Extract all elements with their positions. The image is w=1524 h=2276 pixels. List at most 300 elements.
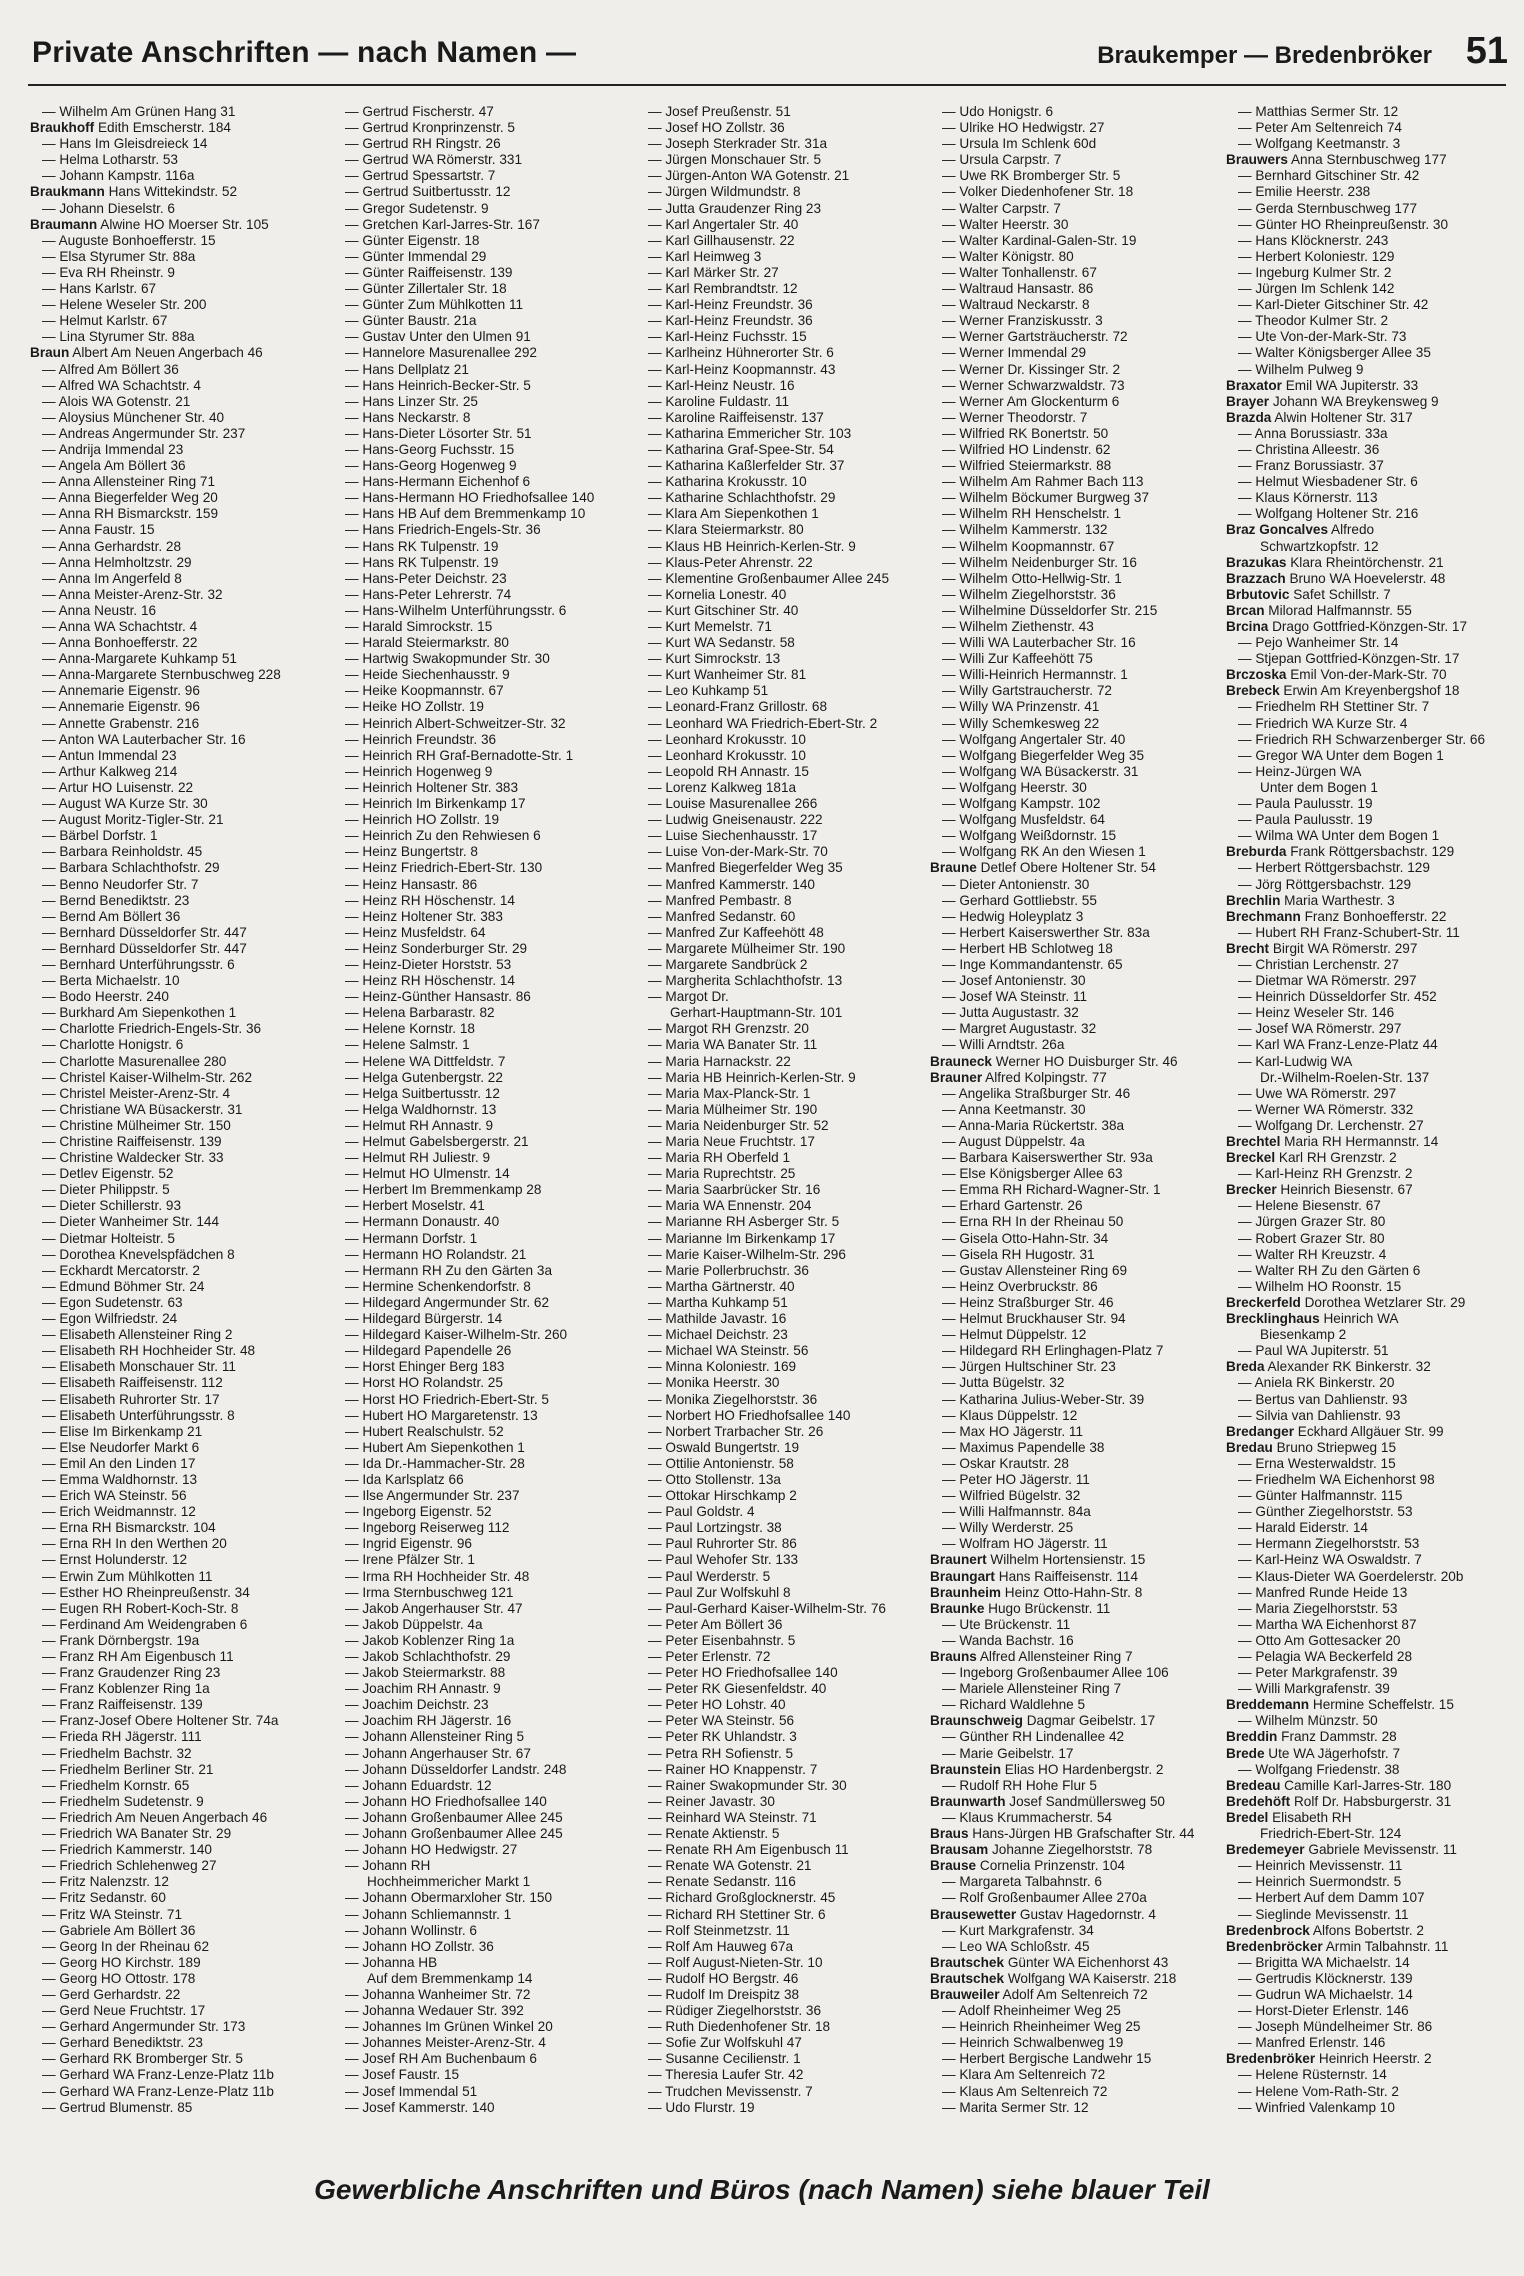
directory-entry xyxy=(333,1923,619,1939)
directory-entry xyxy=(333,909,619,925)
entry-text: — Hans Friedrich-Engels-Str. 36 xyxy=(345,522,541,538)
directory-entry xyxy=(1226,1392,1512,1408)
entry-text: Dorothea Wetzlarer Str. 29 xyxy=(1300,1294,1466,1310)
entry-text: — Helga Suitbertusstr. 12 xyxy=(345,1085,500,1101)
entry-text: Bruno WA Hoevelerstr. 48 xyxy=(1285,570,1446,586)
directory-entry xyxy=(636,1585,922,1601)
entry-text: — Lorenz Kalkweg 181a xyxy=(648,779,797,795)
directory-entry xyxy=(30,1504,316,1520)
entry-text: — Bernhard Düsseldorfer Str. 447 xyxy=(42,924,247,940)
entry-text: — Friedhelm Sudetenstr. 9 xyxy=(42,1793,204,1809)
directory-entry xyxy=(636,1713,922,1729)
directory-entry xyxy=(333,297,619,313)
directory-entry xyxy=(930,136,1216,152)
entry-text: — August Moritz-Tigler-Str. 21 xyxy=(42,812,224,828)
directory-entry xyxy=(333,683,619,699)
directory-entry xyxy=(333,490,619,506)
entry-text: — Rudolf RH Hohe Flur 5 xyxy=(942,1777,1097,1793)
entry-text: — Joseph Sterkrader Str. 31a xyxy=(648,136,828,152)
entry-text: — Manfred Pembastr. 8 xyxy=(648,892,792,908)
surname: Brcina xyxy=(1226,619,1269,634)
directory-entry xyxy=(1226,1488,1512,1504)
directory-entry xyxy=(930,1424,1216,1440)
directory-entry xyxy=(333,1585,619,1601)
directory-entry xyxy=(930,683,1216,699)
entry-text: — Karl-Heinz Freundstr. 36 xyxy=(648,313,813,329)
directory-entry xyxy=(636,490,922,506)
directory-entry xyxy=(333,1729,619,1745)
directory-entry xyxy=(636,2035,922,2051)
entry-text: — Horst HO Rolandstr. 25 xyxy=(345,1375,503,1391)
directory-entry xyxy=(636,1086,922,1102)
entry-text: — Richard Waldlehne 5 xyxy=(942,1697,1086,1713)
directory-entry xyxy=(30,1633,316,1649)
entry-text: — Klaus Körnerstr. 113 xyxy=(1238,490,1378,506)
directory-entry xyxy=(333,2019,619,2035)
entry-text: — Friedhelm Kornstr. 65 xyxy=(42,1777,190,1793)
entry-text: — Sofie Zur Wolfskuhl 47 xyxy=(648,2035,802,2051)
entry-text: — Edmund Böhmer Str. 24 xyxy=(42,1278,205,1294)
entry-text: — Johann Großenbaumer Allee 245 xyxy=(345,1826,563,1842)
entry-text: — Susanne Cecilienstr. 1 xyxy=(648,2051,801,2067)
entry-text: — Ingrid Eigenstr. 96 xyxy=(345,1536,472,1552)
entry-text: — Gerhard Benediktstr. 23 xyxy=(42,2035,203,2051)
directory-entry xyxy=(30,2084,316,2100)
directory-entry xyxy=(1226,152,1512,168)
entry-text: — Franz RH Am Eigenbusch 11 xyxy=(42,1649,234,1664)
directory-entry xyxy=(1226,1311,1512,1327)
entry-text: — Eugen RH Robert-Koch-Str. 8 xyxy=(42,1600,239,1616)
directory-entry xyxy=(930,893,1216,909)
entry-text: — Emma RH Richard-Wagner-Str. 1 xyxy=(942,1182,1161,1198)
directory-entry xyxy=(333,2035,619,2051)
entry-text: — Karl-Heinz Koopmannstr. 43 xyxy=(648,361,836,377)
directory-entry xyxy=(1226,233,1512,249)
entry-text: — Ute Von-der-Mark-Str. 73 xyxy=(1238,329,1407,345)
entry-text: — Gertrud RH Ringstr. 26 xyxy=(345,136,501,152)
entry-text: — Hans-Dieter Lösorter Str. 51 xyxy=(345,425,532,441)
entry-text: — Renate Aktienstr. 5 xyxy=(648,1826,780,1842)
entry-text: — Lina Styrumer Str. 88a xyxy=(42,329,195,345)
directory-entry xyxy=(1226,1247,1512,1263)
entry-text: — Josef Preußenstr. 51 xyxy=(648,104,791,119)
entry-text: — Franz Graudenzer Ring 23 xyxy=(42,1665,221,1681)
entry-text: — Hans Neckarstr. 8 xyxy=(345,409,471,425)
directory-entry xyxy=(636,796,922,812)
entry-text: — Angelika Straßburger Str. 46 xyxy=(942,1085,1131,1101)
entry-text: — Egon Sudetenstr. 63 xyxy=(42,1294,183,1310)
entry-text: — Ute Brückenstr. 11 xyxy=(942,1616,1071,1632)
directory-entry xyxy=(1226,828,1512,844)
directory-entry xyxy=(1226,1520,1512,1536)
entry-text: — Otto Am Gottesacker 20 xyxy=(1238,1632,1401,1648)
entry-text: — Fritz Sedanstr. 60 xyxy=(42,1890,166,1906)
entry-text: — Heinrich HO Zollstr. 19 xyxy=(345,812,500,828)
entry-text: — Anna Biegerfelder Weg 20 xyxy=(42,490,218,506)
directory-entry xyxy=(930,1649,1216,1665)
directory-entry xyxy=(1226,877,1512,893)
entry-text: — Herbert Im Bremmenkamp 28 xyxy=(345,1182,542,1198)
entry-text: Maria Warthestr. 3 xyxy=(1280,892,1395,908)
entry-text: — Elisabeth Raiffeisenstr. 112 xyxy=(42,1375,223,1391)
directory-entry xyxy=(30,2035,316,2051)
directory-entry xyxy=(636,764,922,780)
directory-entry xyxy=(636,1166,922,1182)
directory-entry xyxy=(636,313,922,329)
entry-text: — Walter Heerstr. 30 xyxy=(942,216,1069,232)
directory-entry xyxy=(1226,249,1512,265)
entry-text: — Helmut Wiesbadener Str. 6 xyxy=(1238,474,1418,490)
entry-text: Auf dem Bremmenkamp 14 xyxy=(367,1970,533,1986)
directory-entry xyxy=(30,1295,316,1311)
directory-entry xyxy=(1226,1874,1512,1890)
entry-text: — Klaus HB Heinrich-Kerlen-Str. 9 xyxy=(648,538,856,554)
directory-entry xyxy=(636,844,922,860)
directory-entry xyxy=(1226,442,1512,458)
entry-text: — Friedrich RH Schwarzenberger Str. 66 xyxy=(1238,731,1486,747)
entry-text: — Johann Obermarxloher Str. 150 xyxy=(345,1890,553,1906)
entry-text: — Jürgen-Anton WA Gotenstr. 21 xyxy=(648,168,850,184)
directory-entry xyxy=(30,893,316,909)
directory-entry xyxy=(1226,1923,1512,1939)
entry-text: — Hermann HO Rolandstr. 21 xyxy=(345,1246,527,1262)
directory-entry xyxy=(30,667,316,683)
entry-text: — Winfried Valenkamp 10 xyxy=(1238,2099,1395,2115)
entry-text: — Maria WA Ennenstr. 204 xyxy=(648,1198,812,1214)
entry-text: — Peter Am Seltenreich 74 xyxy=(1238,120,1402,136)
directory-entry xyxy=(636,1939,922,1955)
entry-text: — Karl-Heinz Freundstr. 36 xyxy=(648,297,813,313)
directory-entry xyxy=(30,426,316,442)
directory-entry xyxy=(333,1424,619,1440)
directory-entry xyxy=(1226,1375,1512,1391)
entry-text: — Friedrich WA Banater Str. 29 xyxy=(42,1826,232,1842)
surname: Brausewetter xyxy=(930,1906,1017,1922)
directory-entry xyxy=(333,1359,619,1375)
directory-entry xyxy=(636,410,922,426)
surname: Braunstein xyxy=(930,1761,1002,1777)
directory-entry xyxy=(1226,1955,1512,1971)
entry-text: — Johann Angerhauser Str. 67 xyxy=(345,1745,531,1761)
directory-entry xyxy=(930,780,1216,796)
entry-text: — Leo WA Schloßstr. 45 xyxy=(942,1938,1090,1954)
entry-text: — Peter RK Giesenfeldstr. 40 xyxy=(648,1681,827,1697)
directory-entry xyxy=(333,603,619,619)
entry-text: — Johann RH xyxy=(345,1858,431,1874)
entry-text: — Erna RH Bismarckstr. 104 xyxy=(42,1520,216,1536)
entry-text: — Peter RK Uhlandstr. 3 xyxy=(648,1729,797,1745)
directory-entry xyxy=(636,394,922,410)
entry-text: Anna Sternbuschweg 177 xyxy=(1287,152,1447,168)
directory-columns xyxy=(30,104,1510,2164)
entry-text: — Hermann RH Zu den Gärten 3a xyxy=(345,1262,553,1278)
entry-text: — Christel Kaiser-Wilhelm-Str. 262 xyxy=(42,1069,252,1085)
entry-text: — Heinrich RH Graf-Bernadotte-Str. 1 xyxy=(345,747,574,763)
directory-entry xyxy=(1226,1649,1512,1665)
directory-entry xyxy=(636,1440,922,1456)
directory-entry xyxy=(636,201,922,217)
entry-text: — Anna Helmholtzstr. 29 xyxy=(42,554,192,570)
entry-text: — Werner Gartsträucherstr. 72 xyxy=(942,329,1128,345)
entry-text: — Heinz RH Höschenstr. 14 xyxy=(345,973,515,989)
directory-entry xyxy=(333,989,619,1005)
entry-text: — Wolfgang Kampstr. 102 xyxy=(942,796,1101,812)
directory-entry xyxy=(1226,184,1512,200)
directory-entry xyxy=(1226,426,1512,442)
entry-text: — Bodo Heerstr. 240 xyxy=(42,989,169,1005)
directory-entry xyxy=(333,796,619,812)
entry-text: — Burkhard Am Siepenkothen 1 xyxy=(42,1005,237,1021)
directory-entry xyxy=(930,1874,1216,1890)
directory-entry xyxy=(930,217,1216,233)
directory-entry xyxy=(30,1649,316,1665)
directory-entry xyxy=(930,1826,1216,1842)
directory-entry xyxy=(333,1552,619,1568)
directory-entry xyxy=(930,748,1216,764)
entry-text: — Udo Honigstr. 6 xyxy=(942,104,1054,119)
surname: Brecker xyxy=(1226,1182,1277,1198)
surname: Brebeck xyxy=(1226,683,1280,699)
entry-text: — Gretchen Karl-Jarres-Str. 167 xyxy=(345,216,540,232)
directory-entry xyxy=(636,1247,922,1263)
entry-text: — Maria Max-Planck-Str. 1 xyxy=(648,1085,811,1101)
directory-entry xyxy=(636,1971,922,1987)
directory-entry xyxy=(333,555,619,571)
directory-entry xyxy=(333,571,619,587)
directory-entry xyxy=(1226,2051,1512,2067)
entry-text: — Hans-Peter Lehrerstr. 74 xyxy=(345,586,512,602)
directory-entry xyxy=(30,1231,316,1247)
directory-entry xyxy=(930,635,1216,651)
entry-text: — Helene Biesenstr. 67 xyxy=(1238,1198,1381,1214)
directory-entry xyxy=(333,844,619,860)
directory-entry xyxy=(333,1746,619,1762)
entry-text: — Günter Baustr. 21a xyxy=(345,313,477,329)
entry-text: — Udo Flurstr. 19 xyxy=(648,2099,755,2115)
entry-text: — Christiane WA Büsackerstr. 31 xyxy=(42,1101,243,1117)
directory-entry xyxy=(636,1601,922,1617)
entry-text: Heinrich Biesenstr. 67 xyxy=(1276,1182,1413,1198)
entry-text: — Jutta Bügelstr. 32 xyxy=(942,1375,1065,1391)
entry-text: — Reinhard WA Steinstr. 71 xyxy=(648,1809,817,1825)
directory-entry xyxy=(333,1295,619,1311)
entry-text: — Josef Antonienstr. 30 xyxy=(942,973,1086,989)
directory-entry xyxy=(333,184,619,200)
directory-entry xyxy=(333,1440,619,1456)
directory-entry xyxy=(333,458,619,474)
entry-text: — Wilhelm Am Grünen Hang 31 xyxy=(42,104,236,119)
entry-text: — Gerhard Angermunder Str. 173 xyxy=(42,2019,246,2035)
directory-entry xyxy=(30,1279,316,1295)
entry-text: — Helene Weseler Str. 200 xyxy=(42,297,207,313)
entry-text: — Günter Zum Mühlkotten 11 xyxy=(345,297,524,313)
entry-text: Elisabeth RH xyxy=(1268,1809,1352,1825)
entry-text: — Erna Westerwaldstr. 15 xyxy=(1238,1455,1396,1471)
surname: Bredenbröcker xyxy=(1226,1938,1323,1954)
entry-text: — Anna Allensteiner Ring 71 xyxy=(42,474,216,490)
directory-entry xyxy=(30,1858,316,1874)
entry-text: — Paul Ruhrorter Str. 86 xyxy=(648,1536,797,1552)
directory-entry xyxy=(333,1166,619,1182)
directory-entry xyxy=(30,603,316,619)
entry-text: — Heinrich Hogenweg 9 xyxy=(345,763,493,779)
directory-entry xyxy=(636,1617,922,1633)
entry-text: — Wolfgang Biegerfelder Weg 35 xyxy=(942,747,1145,763)
directory-entry xyxy=(930,860,1216,876)
directory-entry xyxy=(1226,1746,1512,1762)
entry-text: — Theresia Laufer Str. 42 xyxy=(648,2067,804,2083)
entry-text: — Johanna Wanheimer Str. 72 xyxy=(345,1986,531,2002)
directory-entry xyxy=(930,120,1216,136)
entry-text: — Joachim Deichstr. 23 xyxy=(345,1697,489,1713)
directory-entry xyxy=(30,1472,316,1488)
directory-entry xyxy=(30,780,316,796)
directory-entry xyxy=(930,2100,1216,2116)
entry-text: — Aloysius Münchener Str. 40 xyxy=(42,409,225,425)
directory-entry xyxy=(930,1585,1216,1601)
entry-text: — Alfred Am Böllert 36 xyxy=(42,361,179,377)
entry-text: Alfons Bobertstr. 2 xyxy=(1309,1922,1424,1938)
directory-entry xyxy=(636,1392,922,1408)
directory-entry xyxy=(636,893,922,909)
entry-text: — Joachim RH Jägerstr. 16 xyxy=(345,1713,512,1729)
entry-text: — Klaus-Dieter WA Goerdelerstr. 20b xyxy=(1238,1568,1464,1584)
directory-entry xyxy=(30,1359,316,1375)
entry-text: — Margarete Sandbrück 2 xyxy=(648,956,808,972)
entry-text: — Karl Angertaler Str. 40 xyxy=(648,216,799,232)
entry-text: — Walter RH Kreuzstr. 4 xyxy=(1238,1246,1387,1262)
entry-text: — Maria Ruprechtstr. 25 xyxy=(648,1166,796,1182)
directory-entry xyxy=(636,184,922,200)
directory-entry xyxy=(636,249,922,265)
directory-entry xyxy=(30,1971,316,1987)
entry-text: — Irma Sternbuschweg 121 xyxy=(345,1584,514,1600)
entry-text: — Wilfried Steiermarkstr. 88 xyxy=(942,458,1112,474)
directory-entry xyxy=(333,1488,619,1504)
directory-entry xyxy=(333,1150,619,1166)
directory-entry xyxy=(930,281,1216,297)
surname: Brauneck xyxy=(930,1053,992,1069)
directory-entry xyxy=(30,812,316,828)
directory-entry xyxy=(930,1327,1216,1343)
directory-entry xyxy=(930,2003,1216,2019)
entry-text: — Norbert HO Friedhofsallee 140 xyxy=(648,1407,851,1423)
entry-text: — Wilhelm RH Henschelstr. 1 xyxy=(942,506,1122,522)
entry-text: Adolf Am Seltenreich 72 xyxy=(999,1986,1148,2002)
entry-text: — Margareta Talbahnstr. 6 xyxy=(942,1874,1102,1890)
directory-entry xyxy=(930,1697,1216,1713)
directory-entry xyxy=(930,603,1216,619)
surname: Braus xyxy=(930,1826,969,1842)
header-range: Braukemper — Bredenbröker xyxy=(1097,42,1432,69)
entry-text: — Kornelia Lonestr. 40 xyxy=(648,586,787,602)
directory-entry xyxy=(930,587,1216,603)
entry-text: — Gertrud Spessartstr. 7 xyxy=(345,168,496,184)
surname: Brayer xyxy=(1226,393,1270,409)
entry-text: — Heinz-Jürgen WA xyxy=(1238,763,1362,779)
entry-text: — Dieter Antonienstr. 30 xyxy=(942,876,1090,892)
directory-entry xyxy=(636,1231,922,1247)
surname: Brczoska xyxy=(1226,667,1287,683)
directory-entry xyxy=(30,281,316,297)
entry-text: — Hermann Dorfstr. 1 xyxy=(345,1230,478,1246)
entry-text: — Katharina Julius-Weber-Str. 39 xyxy=(942,1391,1145,1407)
surname: Braunschweig xyxy=(930,1713,1023,1729)
entry-text: — Rudolf HO Bergstr. 46 xyxy=(648,1970,799,1986)
entry-text: — Emma Waldhornstr. 13 xyxy=(42,1471,198,1487)
entry-text: Wolfgang WA Kaiserstr. 218 xyxy=(1004,1970,1177,1986)
directory-entry xyxy=(333,1762,619,1778)
entry-text: — Ruth Diedenhofener Str. 18 xyxy=(648,2019,831,2035)
directory-entry xyxy=(333,941,619,957)
entry-text: — Helene Vom-Rath-Str. 2 xyxy=(1238,2083,1399,2099)
entry-text: — Willi Arndtstr. 26a xyxy=(942,1037,1065,1053)
directory-entry xyxy=(30,1536,316,1552)
entry-text: — Margherita Schlachthofstr. 13 xyxy=(648,973,843,989)
directory-entry xyxy=(930,1939,1216,1955)
entry-text: — Benno Neudorfer Str. 7 xyxy=(42,876,199,892)
directory-entry xyxy=(1226,1263,1512,1279)
directory-entry xyxy=(1226,1552,1512,1568)
directory-entry xyxy=(30,1086,316,1102)
directory-entry xyxy=(636,522,922,538)
directory-entry xyxy=(333,1134,619,1150)
directory-entry xyxy=(333,313,619,329)
directory-entry xyxy=(930,716,1216,732)
entry-text: — Ottokar Hirschkamp 2 xyxy=(648,1488,797,1504)
entry-text: — Anna Im Angerfeld 8 xyxy=(42,570,182,586)
entry-text: — Anna-Maria Rückertstr. 38a xyxy=(942,1117,1125,1133)
directory-entry xyxy=(636,860,922,876)
entry-text: — Ilse Angermunder Str. 237 xyxy=(345,1488,520,1504)
entry-text: Hugo Brückenstr. 11 xyxy=(984,1600,1111,1616)
entry-text: — Johann Düsseldorfer Landstr. 248 xyxy=(345,1761,567,1777)
directory-entry xyxy=(636,1295,922,1311)
surname: Bredemeyer xyxy=(1226,1842,1305,1858)
entry-text: — Luise Siechenhausstr. 17 xyxy=(648,828,818,844)
entry-text: — Johanna Wedauer Str. 392 xyxy=(345,2003,524,2019)
entry-text: Elias HO Hardenbergstr. 2 xyxy=(1001,1761,1164,1777)
directory-entry xyxy=(930,651,1216,667)
entry-text: — Maria HB Heinrich-Kerlen-Str. 9 xyxy=(648,1069,856,1085)
directory-entry xyxy=(636,1343,922,1359)
directory-entry xyxy=(1226,1359,1512,1375)
directory-entry xyxy=(333,394,619,410)
directory-entry xyxy=(930,1279,1216,1295)
directory-entry xyxy=(930,1987,1216,2003)
directory-entry xyxy=(930,1665,1216,1681)
entry-text: — Barbara Kaiserswerther Str. 93a xyxy=(942,1150,1153,1166)
directory-entry xyxy=(30,1585,316,1601)
entry-text: — Helene WA Dittfeldstr. 7 xyxy=(345,1053,506,1069)
directory-entry xyxy=(30,152,316,168)
entry-text: — Helmut HO Ulmenstr. 14 xyxy=(345,1166,510,1182)
directory-entry xyxy=(333,651,619,667)
entry-text: — Heike Koopmannstr. 67 xyxy=(345,683,504,699)
entry-text: — Wolfgang Heerstr. 30 xyxy=(942,779,1087,795)
directory-entry xyxy=(333,748,619,764)
directory-entry xyxy=(1226,812,1512,828)
directory-entry xyxy=(1226,1778,1512,1794)
entry-text: Ute WA Jägerhofstr. 7 xyxy=(1264,1745,1401,1761)
directory-entry xyxy=(30,539,316,555)
surname: Brazukas xyxy=(1226,554,1287,570)
directory-entry xyxy=(1226,1054,1512,1070)
entry-text: — Ulrike HO Hedwigstr. 27 xyxy=(942,120,1105,136)
entry-text: — Wolfgang Holtener Str. 216 xyxy=(1238,506,1419,522)
directory-entry xyxy=(333,136,619,152)
entry-text: — Hans HB Auf dem Bremmenkamp 10 xyxy=(345,506,586,522)
